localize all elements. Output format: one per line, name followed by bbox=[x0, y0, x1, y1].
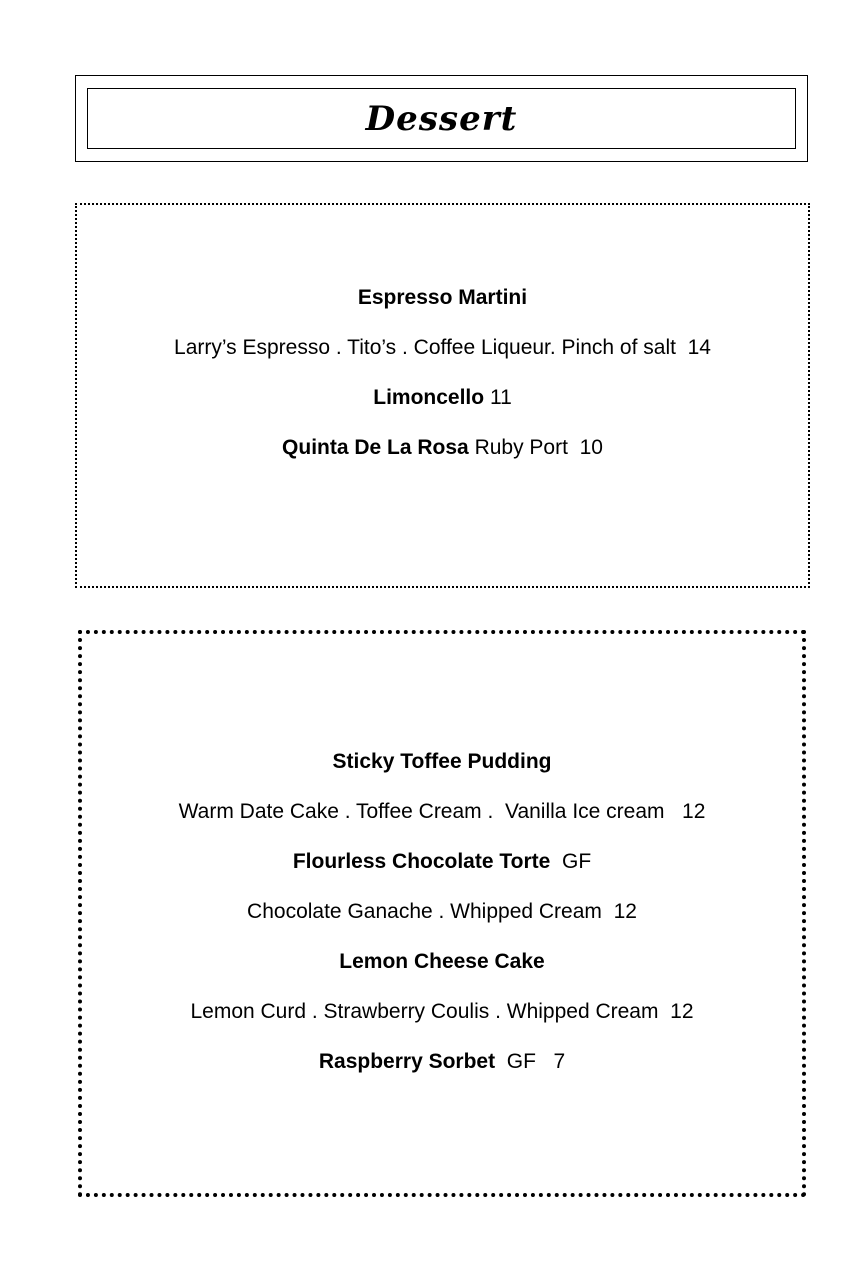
drinks-section bbox=[75, 203, 810, 588]
desserts-section bbox=[78, 630, 806, 1197]
torte-description: Chocolate Ganache . Whipped Cream 12 bbox=[247, 900, 637, 923]
cheesecake-name: Lemon Cheese Cake bbox=[339, 950, 545, 973]
port-name: Quinta De La Rosa bbox=[282, 436, 469, 459]
espresso-martini-description: Larry’s Espresso . Tito’s . Coffee Liqueur. Pinch of salt 14 bbox=[174, 336, 711, 359]
sticky-toffee-description: Warm Date Cake . Toffee Cream . Vanilla Ice cream 12 bbox=[178, 800, 706, 823]
limoncello-price: 11 bbox=[484, 386, 512, 409]
cheesecake-description: Lemon Curd . Strawberry Coulis . Whipped Cream 12 bbox=[190, 1000, 694, 1023]
torte-tag: GF bbox=[550, 850, 592, 873]
title-frame-inner bbox=[87, 88, 796, 149]
torte-item bbox=[82, 849, 802, 875]
limoncello-item bbox=[77, 385, 808, 411]
sorbet-name: Raspberry Sorbet bbox=[318, 1050, 496, 1073]
sticky-toffee-name: Sticky Toffee Pudding bbox=[332, 750, 552, 773]
page-title: Dessert bbox=[365, 98, 518, 139]
sorbet-item bbox=[82, 1049, 802, 1075]
limoncello-name: Limoncello bbox=[373, 386, 485, 409]
sorbet-tag: GF 7 bbox=[495, 1050, 566, 1073]
port-item bbox=[77, 435, 808, 461]
espresso-martini-name: Espresso Martini bbox=[357, 286, 528, 309]
torte-name: Flourless Chocolate Torte bbox=[292, 850, 551, 873]
port-detail: Ruby Port 10 bbox=[468, 436, 603, 459]
title-frame-outer bbox=[75, 75, 808, 162]
